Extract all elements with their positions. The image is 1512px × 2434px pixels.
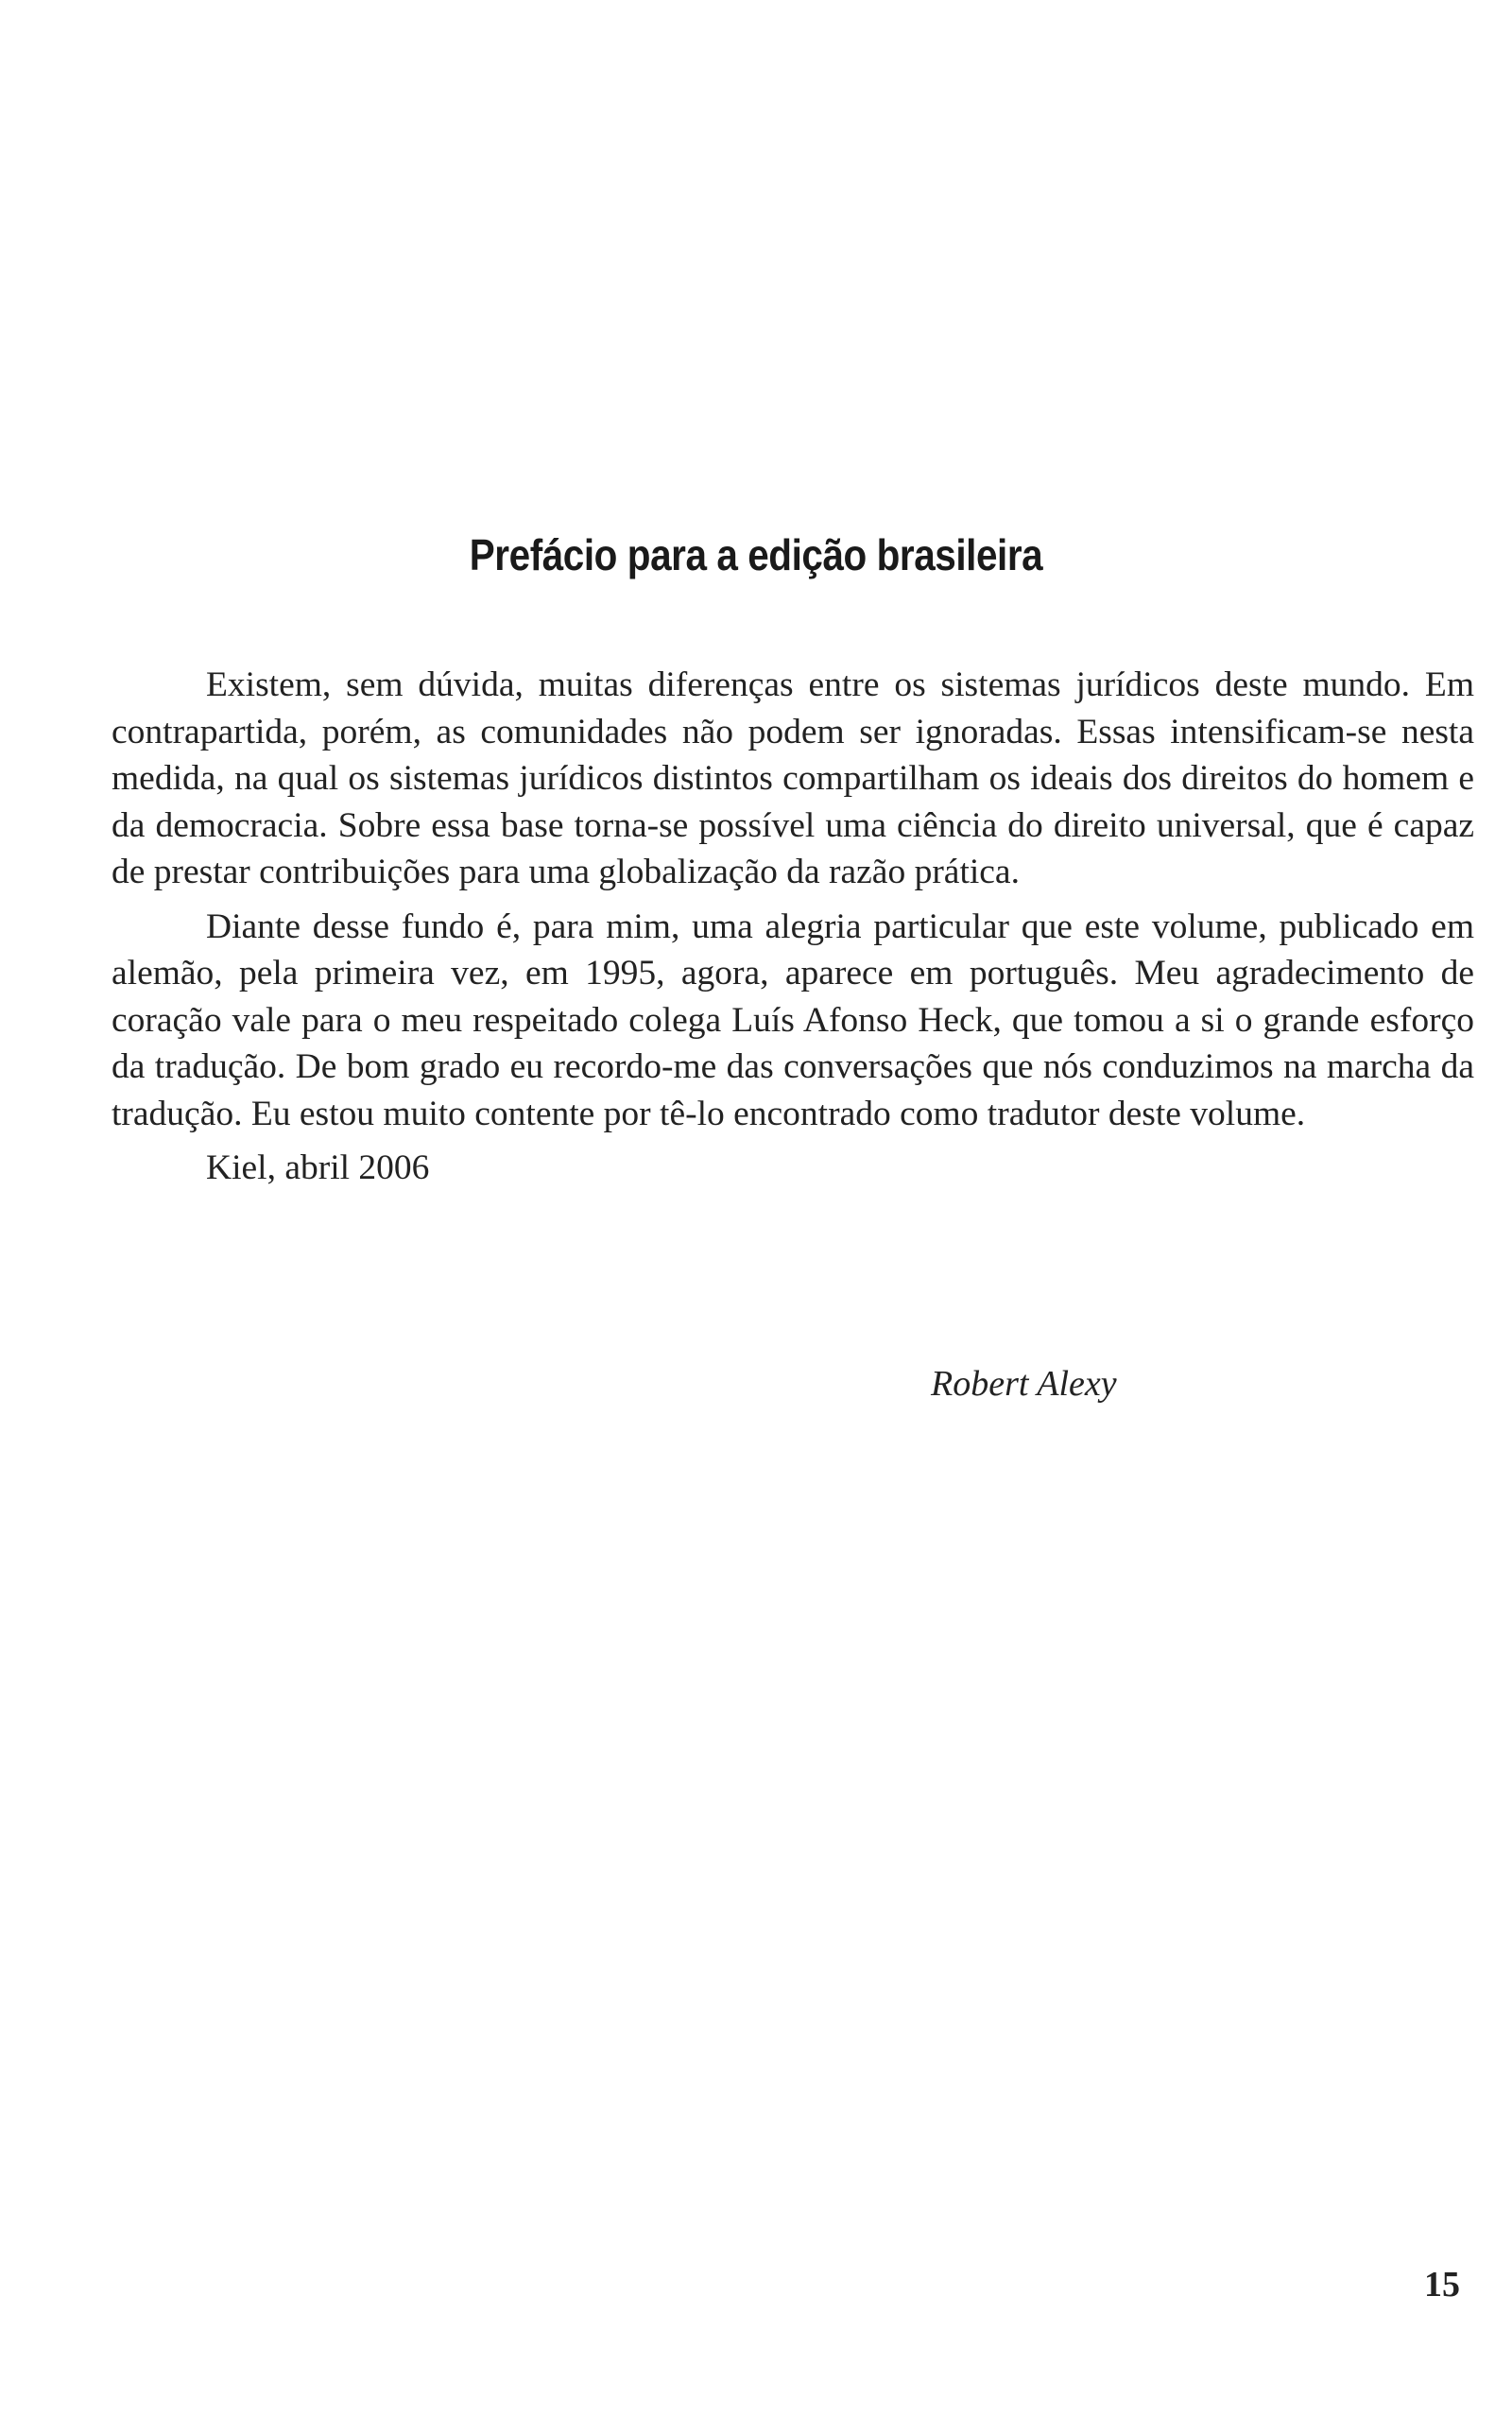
paragraph-1: Existem, sem dúvida, muitas diferenças entre os sistemas jurídicos deste mundo. Em contrapartida, porém, as comunidades não podem ser ignoradas. Essas intensificam-se nesta medida, na qual os sistemas jurídicos distintos compartilham os ideais dos direitos do homem e da democracia. Sobre essa base torna-se possível uma ciência do direito universal, que é capaz de prestar contribuições para uma globalização da razão prática. <box>112 665 1474 891</box>
page-title: Prefácio para a edição brasileira <box>469 530 1043 579</box>
author-signature: Robert Alexy <box>931 1364 1117 1404</box>
preface-body <box>112 662 1474 1200</box>
paragraph-2: Diante desse fundo é, para mim, uma alegria particular que este volume, publicado em alemão, pela primeira vez, em 1995, agora, aparece em português. Meu agradecimento de coração vale para o meu respeitado colega Luís Afonso Heck, que tomou a si o grande esforço da tradução. De bom grado eu recordo-me das conversações que nós conduzimos na marcha da tradução. Eu estou muito contente por tê-lo encontrado como tradutor deste volume. <box>112 906 1474 1133</box>
page-number: 15 <box>1424 2265 1460 2305</box>
place-date: Kiel, abril 2006 <box>206 1148 430 1187</box>
